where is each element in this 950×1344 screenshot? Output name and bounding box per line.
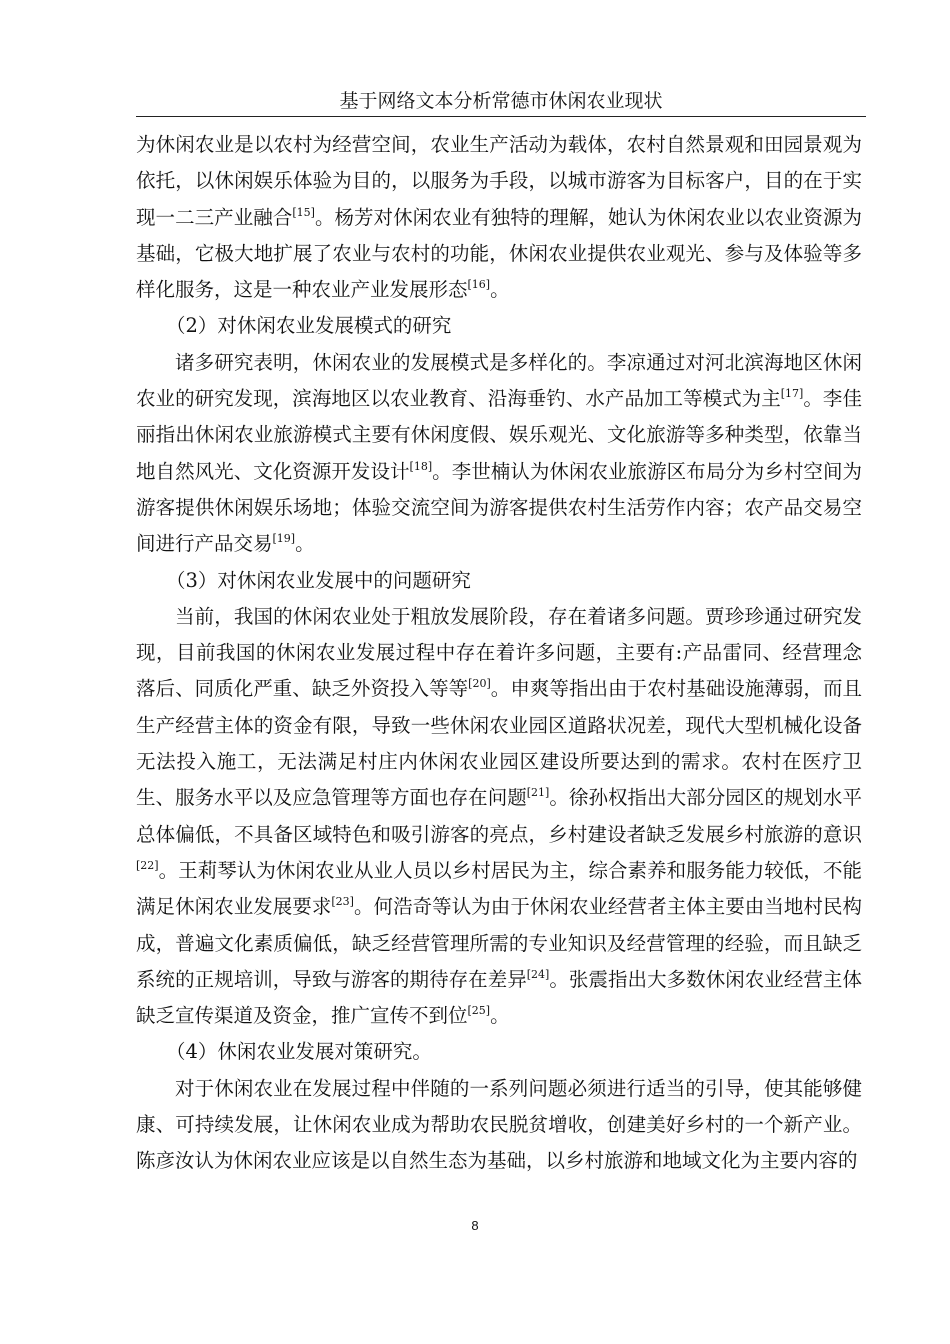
section-heading bbox=[136, 308, 862, 344]
text-run: 。李世楠认为休闲农业旅游区布局分为乡村空间为游客提供休闲娱乐场地；体验交流空间为游客提供农村生活劳作内容；农产品交易空间进行产品交易 bbox=[136, 459, 862, 556]
text-run: 。徐孙权指出大部分园区的规划水平总体偏低，不具备区域特色和吸引游客的亮点，乡村建设者缺乏发展乡村旅游的意识 bbox=[136, 786, 862, 846]
paragraph bbox=[136, 1071, 862, 1180]
section-heading bbox=[136, 563, 862, 599]
text-run: 。杨芳对休闲农业有独特的理解，她认为休闲农业以农业资源为基础，它极大地扩展了农业与农村的功能，休闲农业提供农业观光、参与及体验等多样化服务，这是一种农业产业发展形态 bbox=[136, 205, 862, 302]
text-run: 为休闲农业是以农村为经营空间，农业生产活动为载体，农村自然景观和田园景观为依托，以休闲娱乐体验为目的，以服务为手段，以城市游客为目标客户，目的在于实现一二三产业融合 bbox=[136, 133, 862, 229]
running-header: 基于网络文本分析常德市休闲农业现状 bbox=[339, 90, 663, 112]
citation-ref: [16] bbox=[467, 278, 491, 292]
citation-ref: [22] bbox=[136, 858, 159, 872]
citation-ref: [20] bbox=[468, 677, 491, 691]
paragraph bbox=[136, 345, 862, 563]
citation-ref: [18] bbox=[409, 459, 433, 473]
paragraph bbox=[136, 599, 862, 1035]
citation-ref: [19] bbox=[272, 532, 296, 546]
text-run: 。 bbox=[490, 1004, 510, 1028]
citation-ref: [23] bbox=[331, 895, 354, 909]
text-run: 。申爽等指出由于农村基础设施薄弱，而且生产经营主体的资金有限，导致一些休闲农业园区道路状况差，现代大型机械化设备无法投入施工，无法满足村庄内休闲农业园区建设所要达到的需求。农村在医疗卫生、服务水平以及应急管理等方面也存在问题 bbox=[136, 677, 862, 810]
page-number: 8 bbox=[471, 1218, 479, 1233]
paragraph bbox=[136, 127, 862, 308]
header-rule bbox=[136, 116, 866, 117]
citation-ref: [17] bbox=[780, 387, 804, 401]
citation-ref: [25] bbox=[467, 1004, 491, 1018]
text-run: 对于休闲农业在发展过程中伴随的一系列问题必须进行适当的引导，使其能够健康、可持续发展，让休闲农业成为帮助农民脱贫增收，创建美好乡村的一个新产业。陈彦汝认为休闲农业应该是以自然生态为基础，以乡村旅游和地域文化为主要内容的 bbox=[136, 1076, 862, 1173]
text-run: 。李佳丽指出休闲农业旅游模式主要有休闲度假、娱乐观光、文化旅游等多种类型，依靠当地自然风光、文化资源开发设计 bbox=[136, 387, 862, 483]
citation-ref: [15] bbox=[292, 205, 315, 219]
text-run: 。何浩奇等认为由于休闲农业经营者主体主要由当地村民构成，普遍文化素质偏低，缺乏经营管理所需的专业知识及经营管理的经验，而且缺乏系统的正规培训，导致与游客的期待存在差异 bbox=[136, 895, 862, 991]
body-text bbox=[136, 127, 862, 1180]
citation-ref: [21] bbox=[526, 786, 550, 800]
text-run: 。张震指出大多数休闲农业经营主体缺乏宣传渠道及资金，推广宣传不到位 bbox=[136, 967, 862, 1028]
text-run: 诸多研究表明，休闲农业的发展模式是多样化的。李凉通过对河北滨海地区休闲农业的研究发现，滨海地区以农业教育、沿海垂钓、水产品加工等模式为主 bbox=[136, 350, 862, 411]
text-run: （2）对休闲农业发展模式的研究 bbox=[166, 314, 452, 338]
text-run: 。 bbox=[295, 532, 315, 556]
text-run: （3）对休闲农业发展中的问题研究 bbox=[166, 568, 471, 592]
text-run: 。王莉琴认为休闲农业从业人员以乡村居民为主，综合素养和服务能力较低，不能满足休闲农业发展要求 bbox=[136, 858, 862, 919]
text-run: （4）休闲农业发展对策研究。 bbox=[166, 1040, 432, 1064]
text-run: 当前，我国的休闲农业处于粗放发展阶段，存在着诸多问题。贾珍珍通过研究发现，目前我国的休闲农业发展过程中存在着许多问题，主要有:产品雷同、经营理念落后、同质化严重、缺乏外资投入等等 bbox=[136, 604, 862, 701]
section-heading bbox=[136, 1034, 862, 1070]
citation-ref: [24] bbox=[526, 967, 550, 981]
text-run: 。 bbox=[490, 278, 510, 302]
